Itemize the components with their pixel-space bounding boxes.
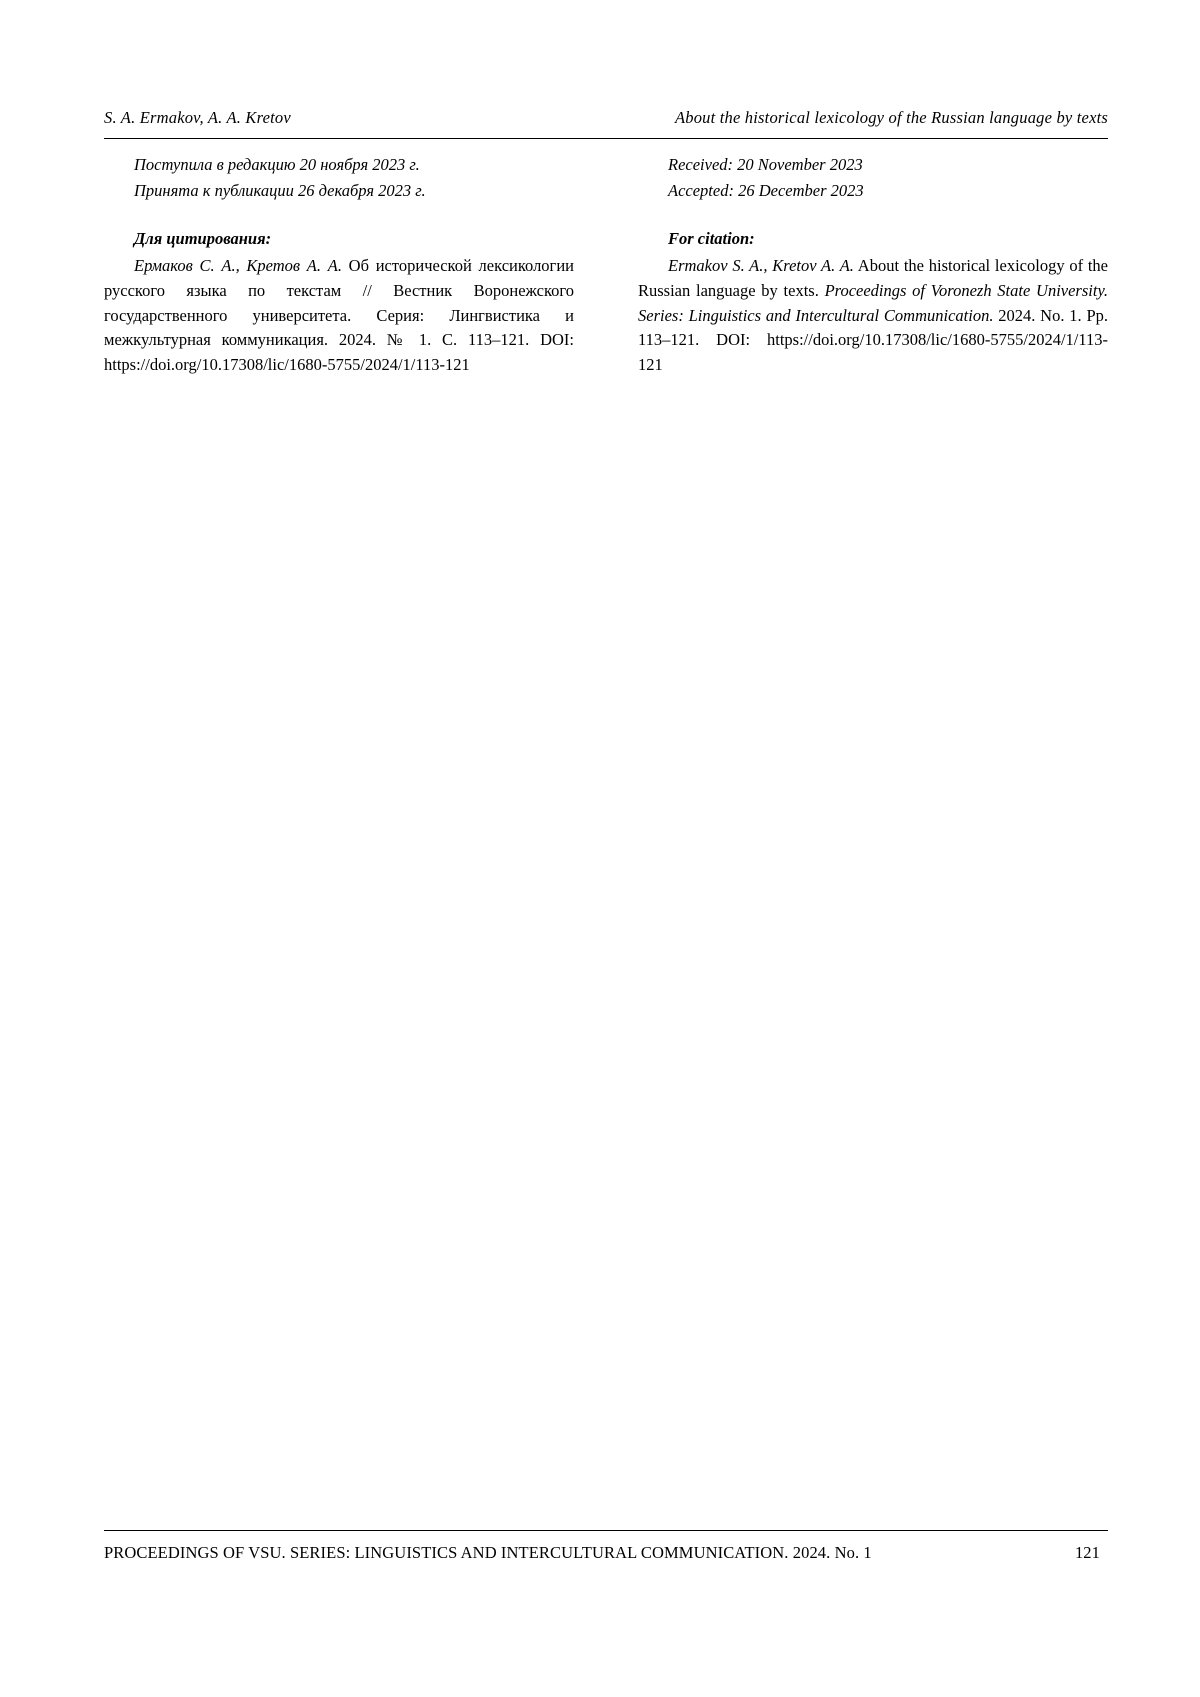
footer-rule [104, 1530, 1108, 1531]
page-footer [104, 1543, 1108, 1563]
citation-mid-en: About the historical lexicology of the Russian language by texts. [638, 256, 1109, 300]
citation-rest-en: 2024. No. 1. Pp. 113–121. DOI: https://doi.org/10.17308/lic/1680-5755/2024/1/113-121 [638, 305, 1108, 375]
citation-authors-en: Ermakov S. A., Kretov A. A. [668, 256, 854, 276]
two-column-body [104, 152, 1108, 378]
footer-page-number: 121 [1074, 1543, 1100, 1562]
citation-journal-en: Proceedings of Voronezh State University. Series: Linguistics and Intercultural Communication. [638, 280, 1108, 325]
citation-text-en [638, 254, 1108, 378]
footer-journal-title: PROCEEDINGS OF VSU. SERIES: LINGUISTICS AND INTERCULTURAL COMMUNICATION. 2024. No. 1 [104, 1543, 872, 1562]
received-date-en: Received: 20 November 2023 [668, 155, 863, 174]
running-head [104, 108, 1108, 128]
submission-dates-en [668, 152, 1108, 203]
header-rule [104, 138, 1108, 139]
citation-text-ru [104, 254, 574, 378]
received-date-ru: Поступила в редакцию 20 ноября 2023 г. [134, 155, 420, 174]
citation-authors-ru: Ермаков С. А., Кретов А. А. [134, 256, 342, 276]
submission-dates-ru [134, 152, 574, 203]
citation-rest-ru: Об исторической лексикологии русского языка по текстам // Вестник Воронежского государственного университета. Серия: Лингвистика и межкультурная коммуникация. 2024. № 1. С. 113–121. DOI: https://doi.org/10.17308/lic/1680-5755/2024/1/113-121 [104, 256, 574, 375]
running-head-title: About the historical lexicology of the Russian language by texts [674, 108, 1108, 127]
running-head-authors: S. A. Ermakov, A. A. Kretov [104, 108, 291, 127]
citation-heading-en: For citation: [668, 229, 755, 249]
accepted-date-ru: Принята к публикации 26 декабря 2023 г. [134, 180, 426, 200]
column-english [638, 152, 1108, 378]
column-russian [104, 152, 574, 378]
accepted-date-en: Accepted: 26 December 2023 [668, 180, 864, 200]
citation-heading-ru: Для цитирования: [134, 229, 272, 249]
